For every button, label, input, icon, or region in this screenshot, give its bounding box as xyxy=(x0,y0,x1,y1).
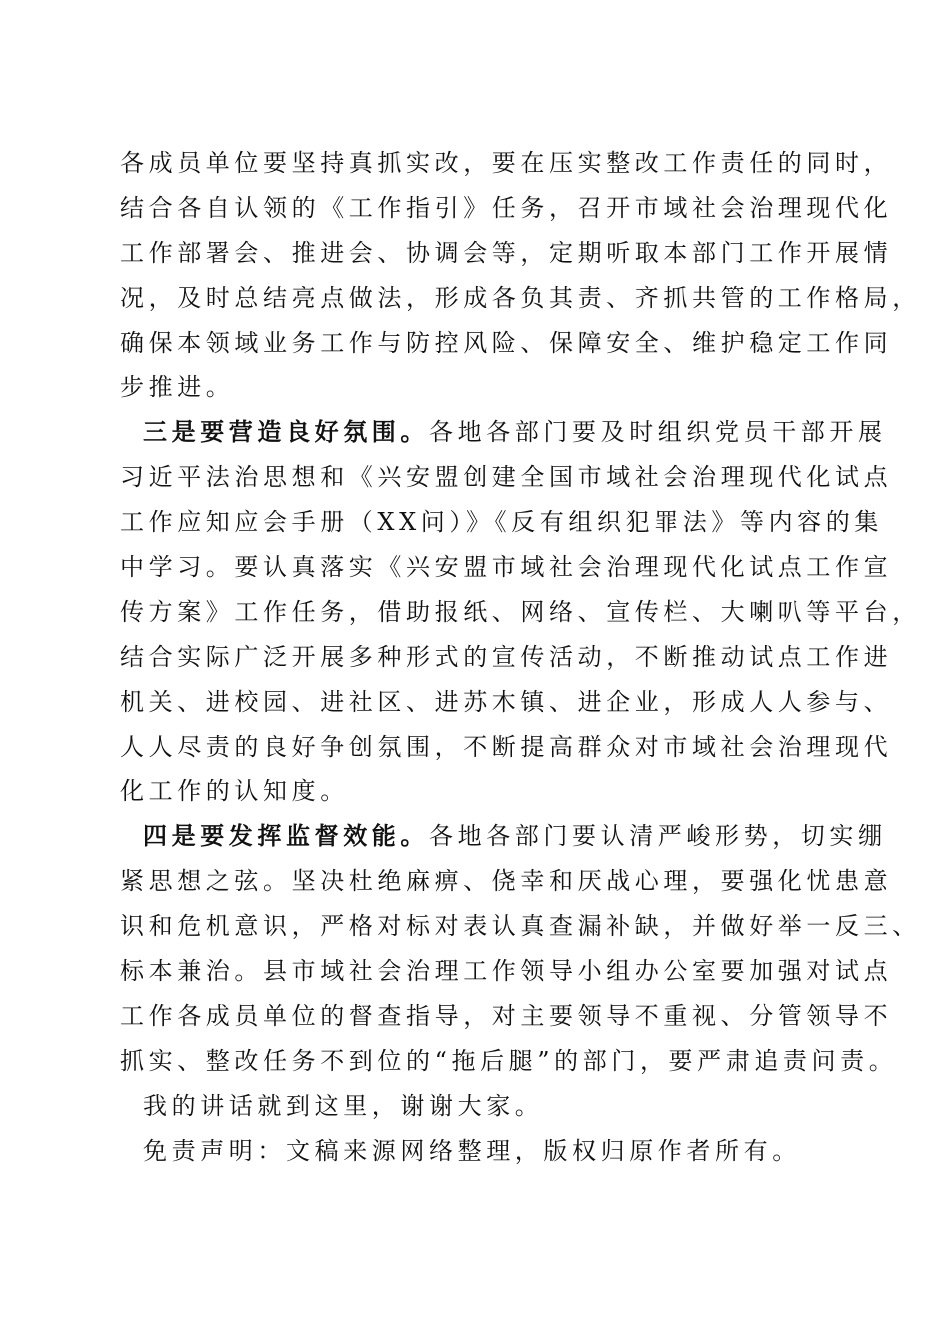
text-span: 各地各部门要及时组织党员干部开展 xyxy=(429,418,887,447)
text-line xyxy=(120,410,887,455)
text-line: 结合实际广泛开展多种形式的宣传活动，不断推动试点工作进 xyxy=(120,642,893,671)
text-line: 抓实、整改任务不到位的“拖后腿”的部门，要严肃追责问责。 xyxy=(120,1046,898,1075)
text-line: 机关、进校园、进社区、进苏木镇、进企业，形成人人参与、 xyxy=(120,687,893,716)
text-line: 传方案》工作任务，借助报纸、网络、宣传栏、大喇叭等平台， xyxy=(120,597,921,626)
text-line: 人人尽责的良好争创氛围，不断提高群众对市域社会治理现代 xyxy=(120,732,893,761)
text-line: 结合各自认领的《工作指引》任务，召开市域社会治理现代化 xyxy=(120,193,893,222)
paragraph-responsibility xyxy=(120,141,921,410)
text-line: 习近平法治思想和《兴安盟创建全国市域社会治理现代化试点 xyxy=(120,463,893,492)
text-line xyxy=(120,814,887,859)
text-line: 确保本领域业务工作与防控风险、保障安全、维护稳定工作同 xyxy=(120,328,893,357)
text-span: 各地各部门要认清严峻形势，切实绷 xyxy=(429,822,887,851)
text-line: 步推进。 xyxy=(120,373,235,402)
disclaimer: 免责声明：文稿来源网络整理，版权归原作者所有。 xyxy=(143,1136,801,1165)
document-page xyxy=(120,141,921,1173)
closing-remark: 我的讲话就到这里，谢谢大家。 xyxy=(143,1091,544,1120)
text-line: 况，及时总结亮点做法，形成各负其责、齐抓共管的工作格局， xyxy=(120,283,921,312)
text-line: 工作应知应会手册（XX问）》《反有组织犯罪法》等内容的集 xyxy=(120,508,883,537)
text-line: 中学习。要认真落实《兴安盟市域社会治理现代化试点工作宣 xyxy=(120,553,893,582)
text-line: 工作部署会、推进会、协调会等，定期听取本部门工作开展情 xyxy=(120,238,893,267)
paragraph-atmosphere xyxy=(120,410,921,814)
text-line: 识和危机意识，严格对标对表认真查漏补缺，并做好举一反三、 xyxy=(120,912,921,941)
text-line: 标本兼治。县市域社会治理工作领导小组办公室要加强对试点 xyxy=(120,957,893,986)
paragraph-supervision xyxy=(120,814,921,1083)
paragraph-heading: 三是要营造良好氛围。 xyxy=(143,417,429,447)
text-line: 工作各成员单位的督查指导，对主要领导不重视、分管领导不 xyxy=(120,1001,893,1030)
text-line: 各成员单位要坚持真抓实改，要在压实整改工作责任的同时， xyxy=(120,149,893,177)
text-line: 化工作的认知度。 xyxy=(120,777,349,806)
paragraph-heading: 四是要发挥监督效能。 xyxy=(143,821,429,851)
text-line: 紧思想之弦。坚决杜绝麻痹、侥幸和厌战心理，要强化忧患意 xyxy=(120,867,893,896)
